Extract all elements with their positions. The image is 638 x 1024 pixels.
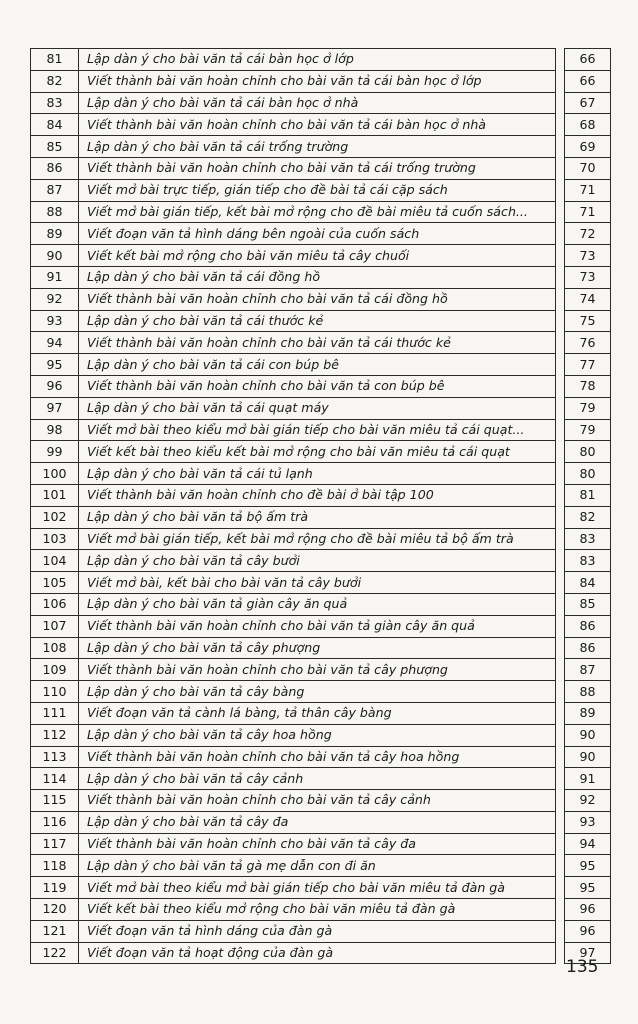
entry-number: 94	[31, 332, 79, 354]
entry-number: 102	[31, 506, 79, 528]
entry-number: 87	[31, 179, 79, 201]
entry-number: 120	[31, 899, 79, 921]
entry-page: 94	[565, 833, 611, 855]
toc-row	[31, 266, 611, 288]
column-gap	[556, 550, 565, 572]
entry-title: Viết thành bài văn hoàn chỉnh cho bài văn tả cây đa	[79, 833, 556, 855]
column-gap	[556, 942, 565, 964]
entry-page: 72	[565, 223, 611, 245]
toc-row	[31, 790, 611, 812]
entry-page: 86	[565, 637, 611, 659]
toc-row	[31, 572, 611, 594]
entry-number: 115	[31, 790, 79, 812]
entry-number: 118	[31, 855, 79, 877]
entry-title: Lập dàn ý cho bài văn tả cây hoa hồng	[79, 724, 556, 746]
entry-title: Viết đoạn văn tả hình dáng bên ngoài của cuốn sách	[79, 223, 556, 245]
column-gap	[556, 419, 565, 441]
entry-number: 114	[31, 768, 79, 790]
entry-page: 96	[565, 899, 611, 921]
entry-title: Viết đoạn văn tả cành lá bàng, tả thân cây bàng	[79, 702, 556, 724]
entry-title: Viết thành bài văn hoàn chỉnh cho bài văn tả cây phượng	[79, 659, 556, 681]
toc-row	[31, 223, 611, 245]
toc-row	[31, 114, 611, 136]
entry-page: 79	[565, 397, 611, 419]
entry-number: 85	[31, 136, 79, 158]
entry-page: 83	[565, 528, 611, 550]
entry-page: 66	[565, 70, 611, 92]
toc-body	[31, 49, 611, 964]
column-gap	[556, 157, 565, 179]
toc-row	[31, 550, 611, 572]
entry-number: 90	[31, 245, 79, 267]
column-gap	[556, 572, 565, 594]
entry-title: Lập dàn ý cho bài văn tả cái tủ lạnh	[79, 463, 556, 485]
page-number: 135	[566, 957, 599, 977]
entry-title: Lập dàn ý cho bài văn tả cây bưởi	[79, 550, 556, 572]
entry-title: Viết kết bài mở rộng cho bài văn miêu tả cây chuối	[79, 245, 556, 267]
entry-title: Lập dàn ý cho bài văn tả cây bàng	[79, 681, 556, 703]
entry-title: Viết thành bài văn hoàn chỉnh cho bài văn tả cái trống trường	[79, 157, 556, 179]
entry-number: 111	[31, 702, 79, 724]
toc-row	[31, 899, 611, 921]
entry-title: Viết mở bài trực tiếp, gián tiếp cho đề bài tả cái cặp sách	[79, 179, 556, 201]
entry-title: Viết thành bài văn hoàn chỉnh cho bài văn tả cái đồng hồ	[79, 288, 556, 310]
toc-row	[31, 920, 611, 942]
entry-page: 76	[565, 332, 611, 354]
entry-page: 67	[565, 92, 611, 114]
entry-number: 81	[31, 49, 79, 71]
toc-row	[31, 877, 611, 899]
entry-title: Viết mở bài gián tiếp, kết bài mở rộng cho đề bài miêu tả bộ ấm trà	[79, 528, 556, 550]
column-gap	[556, 114, 565, 136]
toc-row	[31, 310, 611, 332]
entry-number: 98	[31, 419, 79, 441]
toc-row	[31, 441, 611, 463]
entry-title: Lập dàn ý cho bài văn tả gà mẹ dẫn con đi ăn	[79, 855, 556, 877]
column-gap	[556, 593, 565, 615]
toc-row	[31, 354, 611, 376]
entry-page: 91	[565, 768, 611, 790]
entry-page: 92	[565, 790, 611, 812]
column-gap	[556, 833, 565, 855]
entry-page: 75	[565, 310, 611, 332]
column-gap	[556, 354, 565, 376]
entry-number: 89	[31, 223, 79, 245]
column-gap	[556, 397, 565, 419]
column-gap	[556, 920, 565, 942]
column-gap	[556, 49, 565, 71]
toc-row	[31, 157, 611, 179]
entry-page: 80	[565, 441, 611, 463]
entry-number: 100	[31, 463, 79, 485]
column-gap	[556, 899, 565, 921]
entry-number: 91	[31, 266, 79, 288]
entry-page: 90	[565, 746, 611, 768]
entry-number: 119	[31, 877, 79, 899]
toc-row	[31, 593, 611, 615]
toc-row	[31, 179, 611, 201]
entry-title: Viết mở bài, kết bài cho bài văn tả cây bưởi	[79, 572, 556, 594]
toc-row	[31, 375, 611, 397]
entry-title: Viết thành bài văn hoàn chỉnh cho bài văn tả cái bàn học ở nhà	[79, 114, 556, 136]
entry-title: Viết kết bài theo kiểu kết bài mở rộng cho bài văn miêu tả cái quạt	[79, 441, 556, 463]
entry-title: Viết thành bài văn hoàn chỉnh cho bài văn tả giàn cây ăn quả	[79, 615, 556, 637]
entry-page: 73	[565, 266, 611, 288]
toc-row	[31, 681, 611, 703]
entry-title: Viết thành bài văn hoàn chỉnh cho bài văn tả cây cảnh	[79, 790, 556, 812]
column-gap	[556, 877, 565, 899]
entry-page: 79	[565, 419, 611, 441]
entry-title: Viết mở bài theo kiểu mở bài gián tiếp cho bài văn miêu tả đàn gà	[79, 877, 556, 899]
entry-number: 107	[31, 615, 79, 637]
entry-page: 71	[565, 179, 611, 201]
column-gap	[556, 790, 565, 812]
toc-row	[31, 419, 611, 441]
entry-page: 95	[565, 855, 611, 877]
column-gap	[556, 637, 565, 659]
column-gap	[556, 201, 565, 223]
entry-number: 83	[31, 92, 79, 114]
entry-number: 99	[31, 441, 79, 463]
column-gap	[556, 70, 565, 92]
entry-number: 93	[31, 310, 79, 332]
toc-row	[31, 463, 611, 485]
entry-title: Viết mở bài gián tiếp, kết bài mở rộng cho đề bài miêu tả cuốn sách...	[79, 201, 556, 223]
entry-title: Viết mở bài theo kiểu mở bài gián tiếp cho bài văn miêu tả cái quạt...	[79, 419, 556, 441]
entry-number: 97	[31, 397, 79, 419]
entry-number: 84	[31, 114, 79, 136]
entry-title: Lập dàn ý cho bài văn tả cái trống trường	[79, 136, 556, 158]
entry-title: Viết thành bài văn hoàn chỉnh cho bài văn tả con búp bê	[79, 375, 556, 397]
column-gap	[556, 310, 565, 332]
entry-page: 93	[565, 811, 611, 833]
entry-title: Lập dàn ý cho bài văn tả giàn cây ăn quả	[79, 593, 556, 615]
entry-page: 73	[565, 245, 611, 267]
column-gap	[556, 266, 565, 288]
toc-row	[31, 484, 611, 506]
entry-page: 87	[565, 659, 611, 681]
toc-row	[31, 136, 611, 158]
column-gap	[556, 136, 565, 158]
entry-page: 83	[565, 550, 611, 572]
entry-page: 82	[565, 506, 611, 528]
toc-row	[31, 768, 611, 790]
entry-title: Viết thành bài văn hoàn chỉnh cho bài văn tả cái bàn học ở lớp	[79, 70, 556, 92]
entry-title: Viết kết bài theo kiểu mở rộng cho bài văn miêu tả đàn gà	[79, 899, 556, 921]
toc-row	[31, 942, 611, 964]
column-gap	[556, 615, 565, 637]
entry-title: Viết thành bài văn hoàn chỉnh cho đề bài ở bài tập 100	[79, 484, 556, 506]
entry-page: 90	[565, 724, 611, 746]
entry-number: 88	[31, 201, 79, 223]
entry-number: 105	[31, 572, 79, 594]
entry-page: 89	[565, 702, 611, 724]
entry-title: Viết thành bài văn hoàn chỉnh cho bài văn tả cây hoa hồng	[79, 746, 556, 768]
entry-number: 108	[31, 637, 79, 659]
column-gap	[556, 681, 565, 703]
column-gap	[556, 768, 565, 790]
toc-row	[31, 702, 611, 724]
entry-title: Lập dàn ý cho bài văn tả cái bàn học ở lớp	[79, 49, 556, 71]
entry-page: 88	[565, 681, 611, 703]
toc-row	[31, 615, 611, 637]
column-gap	[556, 528, 565, 550]
column-gap	[556, 92, 565, 114]
toc-row	[31, 833, 611, 855]
entry-title: Viết thành bài văn hoàn chỉnh cho bài văn tả cái thước kẻ	[79, 332, 556, 354]
toc-row	[31, 245, 611, 267]
entry-number: 112	[31, 724, 79, 746]
entry-page: 74	[565, 288, 611, 310]
entry-number: 104	[31, 550, 79, 572]
toc-row	[31, 724, 611, 746]
column-gap	[556, 702, 565, 724]
column-gap	[556, 441, 565, 463]
column-gap	[556, 332, 565, 354]
entry-page: 86	[565, 615, 611, 637]
toc-row	[31, 49, 611, 71]
entry-number: 110	[31, 681, 79, 703]
entry-page: 85	[565, 593, 611, 615]
entry-title: Lập dàn ý cho bài văn tả cái quạt máy	[79, 397, 556, 419]
toc-table	[30, 48, 611, 964]
entry-number: 116	[31, 811, 79, 833]
entry-number: 101	[31, 484, 79, 506]
entry-title: Viết đoạn văn tả hình dáng của đàn gà	[79, 920, 556, 942]
entry-title: Lập dàn ý cho bài văn tả cái đồng hồ	[79, 266, 556, 288]
entry-page: 95	[565, 877, 611, 899]
column-gap	[556, 484, 565, 506]
entry-number: 106	[31, 593, 79, 615]
entry-page: 96	[565, 920, 611, 942]
column-gap	[556, 375, 565, 397]
entry-number: 109	[31, 659, 79, 681]
entry-title: Lập dàn ý cho bài văn tả cái bàn học ở nhà	[79, 92, 556, 114]
column-gap	[556, 746, 565, 768]
entry-title: Lập dàn ý cho bài văn tả cây phượng	[79, 637, 556, 659]
entry-title: Lập dàn ý cho bài văn tả cây đa	[79, 811, 556, 833]
toc-row	[31, 659, 611, 681]
toc-row	[31, 855, 611, 877]
toc-row	[31, 201, 611, 223]
column-gap	[556, 288, 565, 310]
entry-number: 86	[31, 157, 79, 179]
entry-page: 77	[565, 354, 611, 376]
entry-number: 96	[31, 375, 79, 397]
entry-page: 68	[565, 114, 611, 136]
column-gap	[556, 855, 565, 877]
entry-page: 97	[565, 942, 611, 964]
entry-title: Viết đoạn văn tả hoạt động của đàn gà	[79, 942, 556, 964]
entry-page: 84	[565, 572, 611, 594]
entry-page: 69	[565, 136, 611, 158]
column-gap	[556, 724, 565, 746]
toc-row	[31, 811, 611, 833]
column-gap	[556, 179, 565, 201]
entry-number: 95	[31, 354, 79, 376]
entry-number: 103	[31, 528, 79, 550]
entry-page: 80	[565, 463, 611, 485]
toc-row	[31, 92, 611, 114]
entry-page: 66	[565, 49, 611, 71]
entry-title: Lập dàn ý cho bài văn tả cái thước kẻ	[79, 310, 556, 332]
column-gap	[556, 506, 565, 528]
entry-title: Lập dàn ý cho bài văn tả cái con búp bê	[79, 354, 556, 376]
toc-row	[31, 506, 611, 528]
toc-row	[31, 637, 611, 659]
toc-row	[31, 70, 611, 92]
entry-page: 71	[565, 201, 611, 223]
toc-row	[31, 397, 611, 419]
entry-page: 81	[565, 484, 611, 506]
entry-title: Lập dàn ý cho bài văn tả cây cảnh	[79, 768, 556, 790]
entry-number: 92	[31, 288, 79, 310]
entry-number: 113	[31, 746, 79, 768]
toc-row	[31, 288, 611, 310]
entry-title: Lập dàn ý cho bài văn tả bộ ấm trà	[79, 506, 556, 528]
toc-row	[31, 332, 611, 354]
toc-row	[31, 746, 611, 768]
entry-number: 121	[31, 920, 79, 942]
entry-page: 78	[565, 375, 611, 397]
column-gap	[556, 223, 565, 245]
column-gap	[556, 659, 565, 681]
entry-number: 82	[31, 70, 79, 92]
toc-row	[31, 528, 611, 550]
entry-number: 122	[31, 942, 79, 964]
entry-number: 117	[31, 833, 79, 855]
entry-page: 70	[565, 157, 611, 179]
column-gap	[556, 463, 565, 485]
column-gap	[556, 245, 565, 267]
column-gap	[556, 811, 565, 833]
